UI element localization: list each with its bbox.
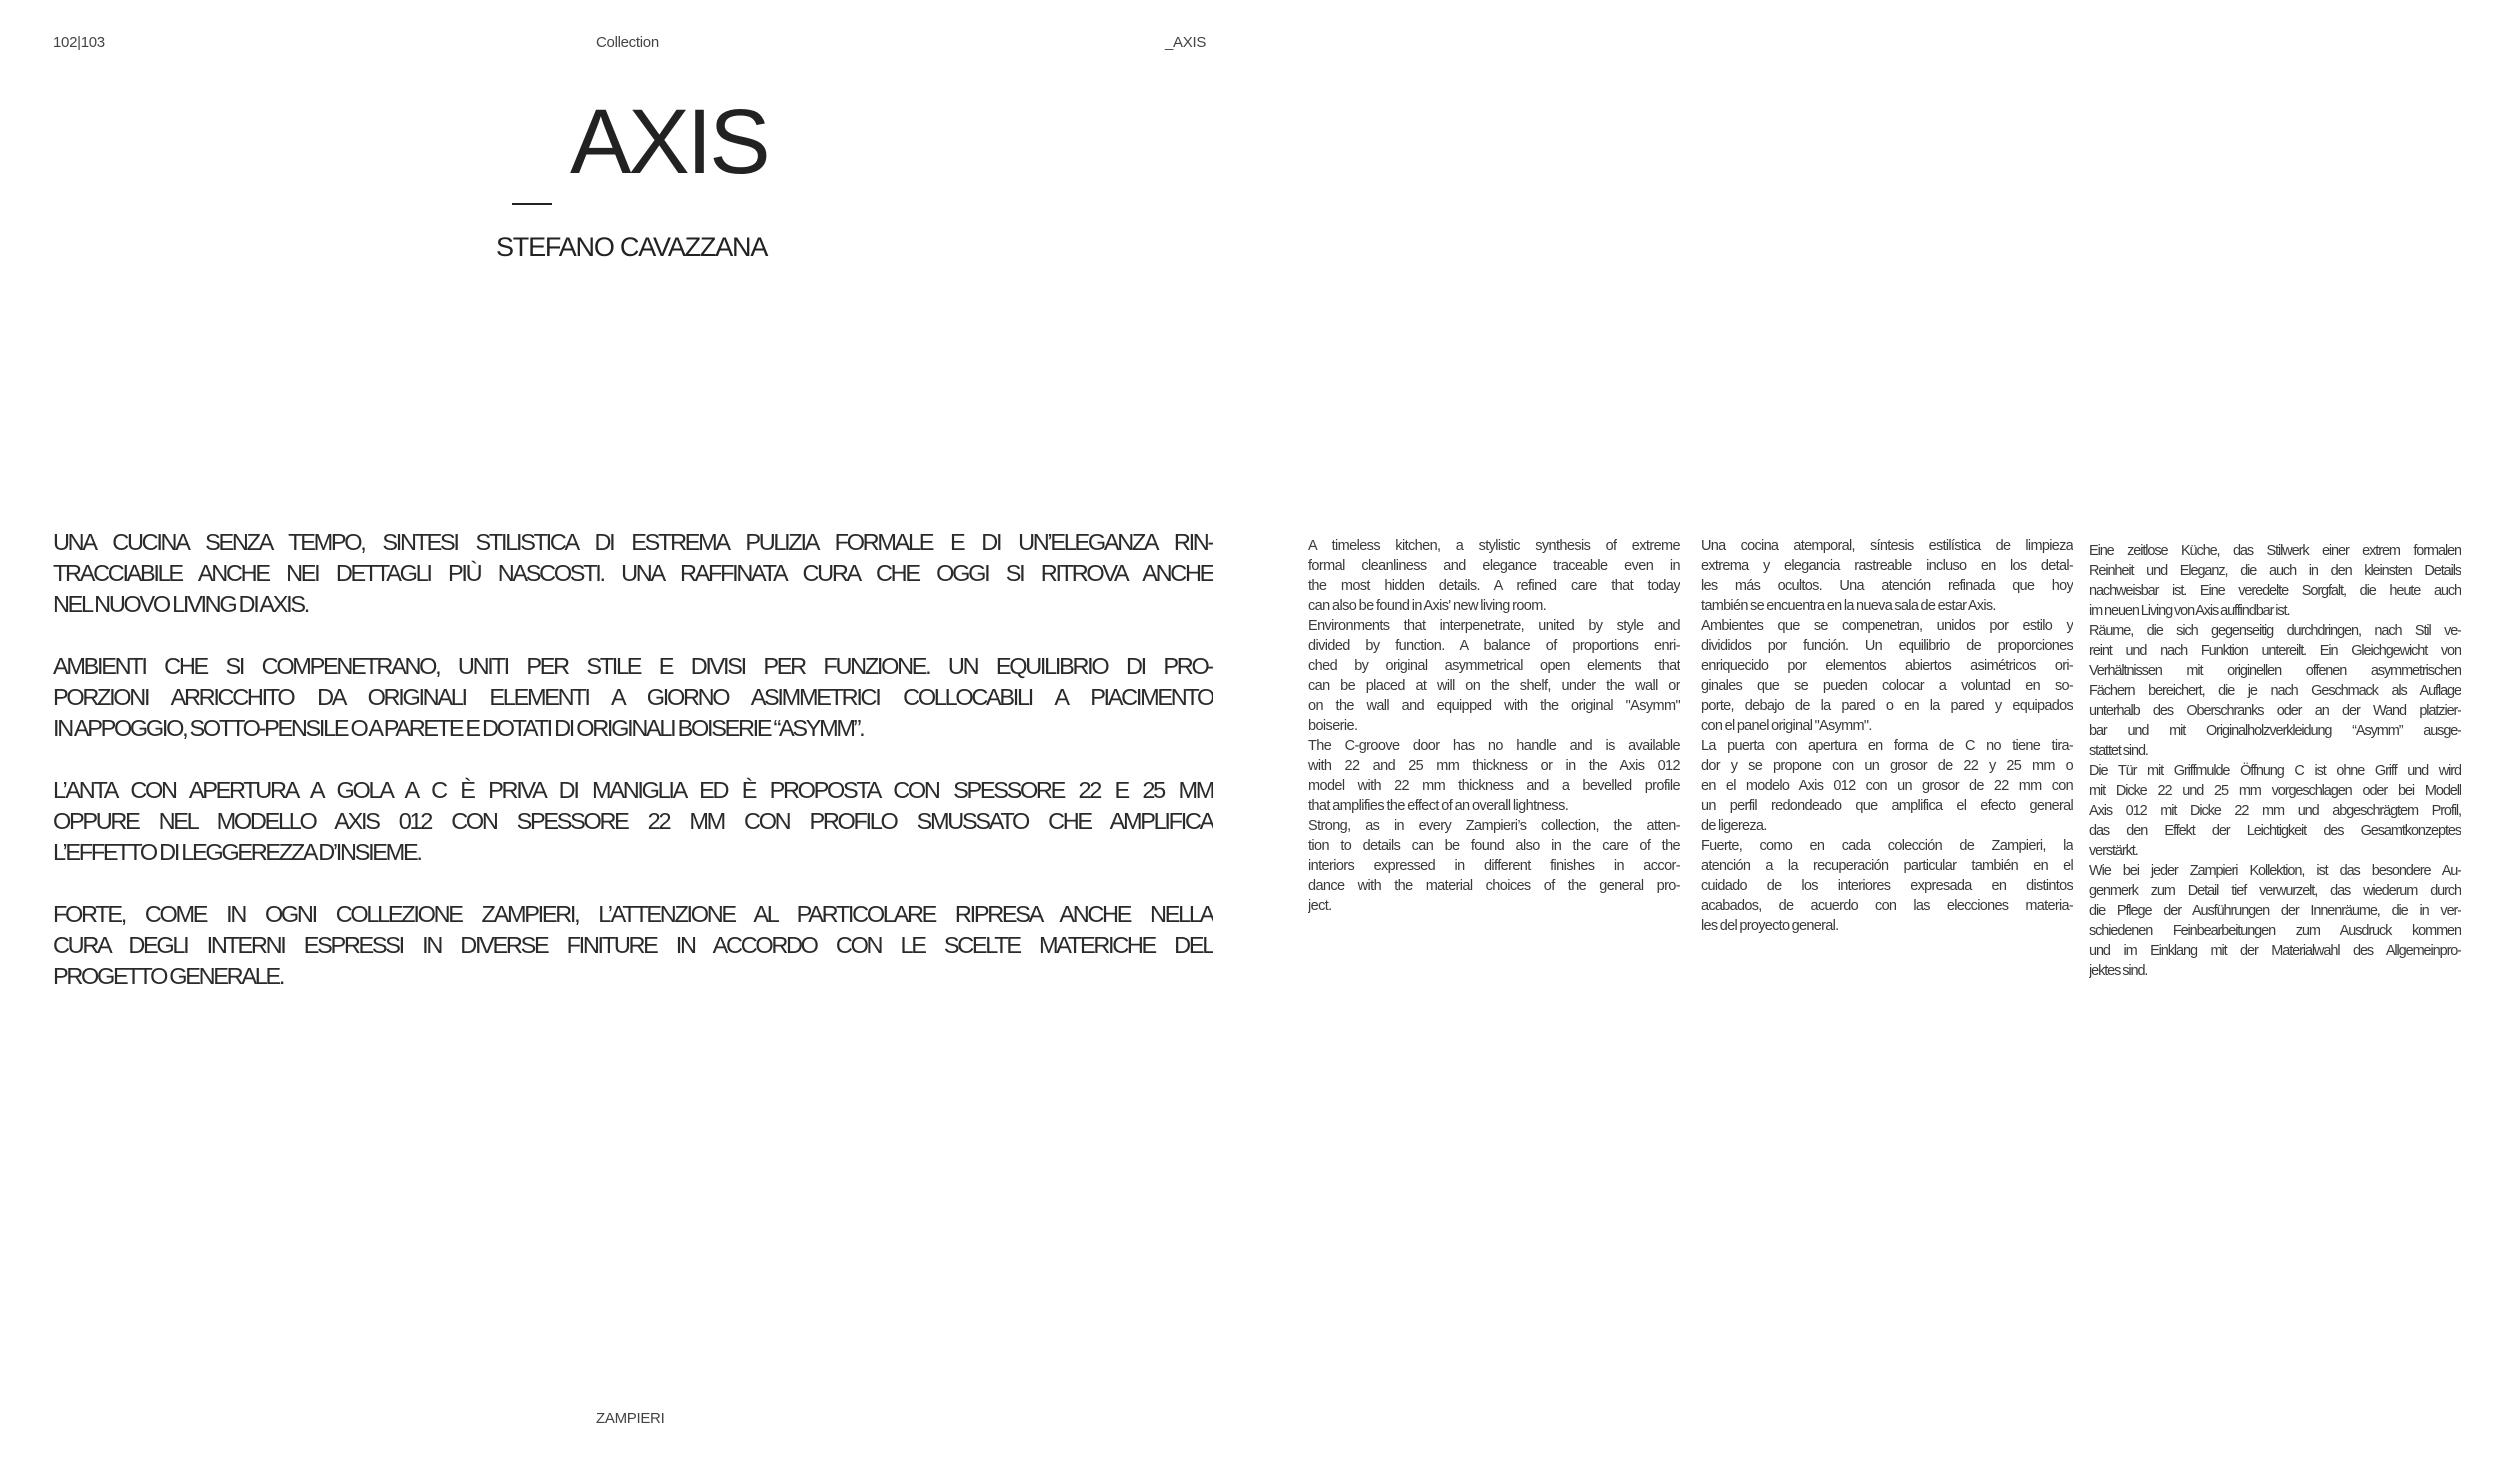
text-line: A timeless kitchen, a stylistic synthesis of extreme (1308, 538, 1680, 554)
page-title (512, 91, 768, 205)
text-line: Die Tür mit Griffmulde Öffnung C ist ohne Griff und wird (2089, 763, 2461, 779)
text-line: ched by original asymmetrical open elements that (1308, 658, 1680, 674)
text-line: mit Dicke 22 und 25 mm vorgeschlagen oder bei Modell (2089, 783, 2461, 799)
spanish-text (1701, 536, 2073, 936)
german-text (2089, 541, 2461, 981)
text-line: und im Einklang mit der Materialwahl des Allgemeinpro- (2089, 943, 2461, 959)
text-line: IN APPOGGIO, SOTTO-PENSILE O A PARETE E DOTATI DI ORIGINALI BOISERIE “ASYMM”. (53, 715, 864, 741)
text-line: PROGETTO GENERALE. (53, 963, 284, 989)
text-line: les del proyecto general. (1701, 918, 1839, 934)
text-line: unterhalb des Oberschranks oder an der Wand platzier- (2089, 703, 2461, 719)
text-line: NEL NUOVO LIVING DI AXIS. (53, 591, 308, 617)
italian-text (53, 527, 1213, 1023)
text-line: OPPURE NEL MODELLO AXIS 012 CON SPESSORE 22 MM CON PROFILO SMUSSATO CHE AMPLIFICA (53, 808, 1213, 834)
text-line: The C-groove door has no handle and is available (1308, 738, 1680, 754)
text-line: enriquecido por elementos abiertos asimétricos ori- (1701, 658, 2073, 674)
paragraph (53, 899, 1213, 992)
paragraph (1308, 616, 1680, 736)
text-line: boiserie. (1308, 718, 1358, 734)
paragraph (1701, 536, 2073, 616)
text-line: genmerk zum Detail tief verwurzelt, das wiederum durch (2089, 883, 2461, 899)
text-line: Eine zeitlose Küche, das Stilwerk einer extrem formalen (2089, 543, 2461, 559)
paragraph (1308, 816, 1680, 916)
text-line: Fuerte, como en cada colección de Zampieri, la (1701, 838, 2073, 854)
text-line: Environments that interpenetrate, united by style and (1308, 618, 1680, 634)
text-line: Una cocina atemporal, síntesis estilística de limpieza (1701, 538, 2073, 554)
text-line: divided by function. A balance of proportions enri- (1308, 638, 1680, 654)
paragraph (2089, 761, 2461, 861)
text-line: tion to details can be found also in the care of the (1308, 838, 1680, 854)
text-line: ginales que se pueden colocar a voluntad en so- (1701, 678, 2073, 694)
text-line: Wie bei jeder Zampieri Kollektion, ist das besondere Au- (2089, 863, 2461, 879)
text-line: Fächern bereichert, die je nach Geschmack als Auflage (2089, 683, 2461, 699)
paragraph (1701, 616, 2073, 736)
text-line: can also be found in Axis' new living room. (1308, 598, 1547, 614)
text-line: the most hidden details. A refined care that today (1308, 578, 1680, 594)
paragraph (2089, 861, 2461, 981)
text-line: también se encuentra en la nueva sala de estar Axis. (1701, 598, 1996, 614)
text-line: L’ANTA CON APERTURA A GOLA A C È PRIVA DI MANIGLIA ED È PROPOSTA CON SPESSORE 22 E 25 MM (53, 777, 1213, 803)
paragraph (1308, 536, 1680, 616)
section-label: Collection (596, 34, 659, 51)
text-line: CURA DEGLI INTERNI ESPRESSI IN DIVERSE FINITURE IN ACCORDO CON LE SCELTE MATERICHE DEL (53, 932, 1213, 958)
text-line: UNA CUCINA SENZA TEMPO, SINTESI STILISTICA DI ESTREMA PULIZIA FORMALE E DI UN’ELEGANZA RIN- (53, 529, 1213, 555)
paragraph (2089, 541, 2461, 621)
text-line: TRACCIABILE ANCHE NEI DETTAGLI PIÙ NASCOSTI. UNA RAFFINATA CURA CHE OGGI SI RITROVA ANCHE (53, 560, 1213, 586)
text-line: extrema y elegancia rastreable incluso en los detal- (1701, 558, 2073, 574)
text-line: im neuen Living von Axis auffindbar ist. (2089, 603, 2290, 619)
text-line: that amplifies the effect of an overall lightness. (1308, 798, 1569, 814)
paragraph (1701, 736, 2073, 836)
title-underscore (512, 203, 552, 205)
text-line: interiors expressed in different finishes in accor- (1308, 858, 1680, 874)
text-line: schiedenen Feinbearbeitungen zum Ausdruck kommen (2089, 923, 2461, 939)
text-line: PORZIONI ARRICCHITO DA ORIGINALI ELEMENTI A GIORNO ASIMMETRICI COLLOCABILI A PIACIMENTO (53, 684, 1213, 710)
brand-footer: ZAMPIERI (596, 1410, 665, 1427)
text-line: Reinheit und Eleganz, die auch in den kleinsten Details (2089, 563, 2461, 579)
text-line: Strong, as in every Zampieri’s collection, the atten- (1308, 818, 1680, 834)
text-line: Räume, die sich gegenseitig durchdringen, nach Stil ve- (2089, 623, 2461, 639)
text-line: on the wall and equipped with the original "Asymm" (1308, 698, 1680, 714)
paragraph (53, 651, 1213, 744)
text-line: model with 22 mm thickness and a bevelled profile (1308, 778, 1680, 794)
text-line: die Pflege der Ausführungen der Innenräume, die in ver- (2089, 903, 2461, 919)
english-text (1308, 536, 1680, 916)
text-line: con el panel original "Asymm". (1701, 718, 1872, 734)
text-line: verstärkt. (2089, 843, 2138, 859)
text-line: un perfil redondeado que amplifica el efecto general (1701, 798, 2073, 814)
page-numbers: 102|103 (53, 34, 105, 51)
text-line: Axis 012 mit Dicke 22 mm und abgeschrägtem Profil, (2089, 803, 2461, 819)
text-line: Verhältnissen mit originellen offenen asymmetrischen (2089, 663, 2461, 679)
text-line: La puerta con apertura en forma de C no tiene tira- (1701, 738, 2073, 754)
paragraph (1701, 836, 2073, 936)
text-line: reint und nach Funktion untereilt. Ein Gleichgewicht von (2089, 643, 2461, 659)
text-line: stattet sind. (2089, 743, 2148, 759)
paragraph (2089, 621, 2461, 761)
paragraph (53, 527, 1213, 620)
paragraph (1308, 736, 1680, 816)
designer-name: STEFANO CAVAZZANA (496, 232, 768, 262)
text-line: en el modelo Axis 012 con un grosor de 22 mm con (1701, 778, 2073, 794)
text-line: AMBIENTI CHE SI COMPENETRANO, UNITI PER STILE E DIVISI PER FUNZIONE. UN EQUILIBRIO DI PRO- (53, 653, 1213, 679)
text-line: nachweisbar ist. Eine veredelte Sorgfalt, die heute auch (2089, 583, 2461, 599)
text-line: with 22 and 25 mm thickness or in the Axis 012 (1308, 758, 1680, 774)
text-line: L’EFFETTO DI LEGGEREZZA D’INSIEME. (53, 839, 421, 865)
text-line: can be placed at will on the shelf, under the wall or (1308, 678, 1680, 694)
text-line: porte, debajo de la pared o en la pared y equipados (1701, 698, 2073, 714)
text-line: jektes sind. (2089, 963, 2148, 979)
text-line: bar und mit Originalholzverkleidung “Asymm” ausge- (2089, 723, 2461, 739)
collection-tag: _AXIS (1165, 34, 1207, 51)
text-line: cuidado de los interiores expresada en distintos (1701, 878, 2073, 894)
text-line: de ligereza. (1701, 818, 1767, 834)
text-line: divididos por función. Un equilibrio de proporciones (1701, 638, 2073, 654)
text-line: dor y se propone con un grosor de 22 y 25 mm o (1701, 758, 2073, 774)
text-line: formal cleanliness and elegance traceable even in (1308, 558, 1680, 574)
text-line: Ambientes que se compenetran, unidos por estilo y (1701, 618, 2073, 634)
text-line: les más ocultos. Una atención refinada que hoy (1701, 578, 2073, 594)
text-line: atención a la recuperación particular también en el (1701, 858, 2073, 874)
text-line: ject. (1308, 898, 1332, 914)
text-line: FORTE, COME IN OGNI COLLEZIONE ZAMPIERI, L’ATTENZIONE AL PARTICOLARE RIPRESA ANCHE NELLA (53, 901, 1213, 927)
text-line: das den Effekt der Leichtigkeit des Gesamtkonzeptes (2089, 823, 2461, 839)
text-line: acabados, de acuerdo con las elecciones materia- (1701, 898, 2073, 914)
paragraph (53, 775, 1213, 868)
text-line: dance with the material choices of the general pro- (1308, 878, 1680, 894)
title-text: AXIS (570, 91, 768, 193)
